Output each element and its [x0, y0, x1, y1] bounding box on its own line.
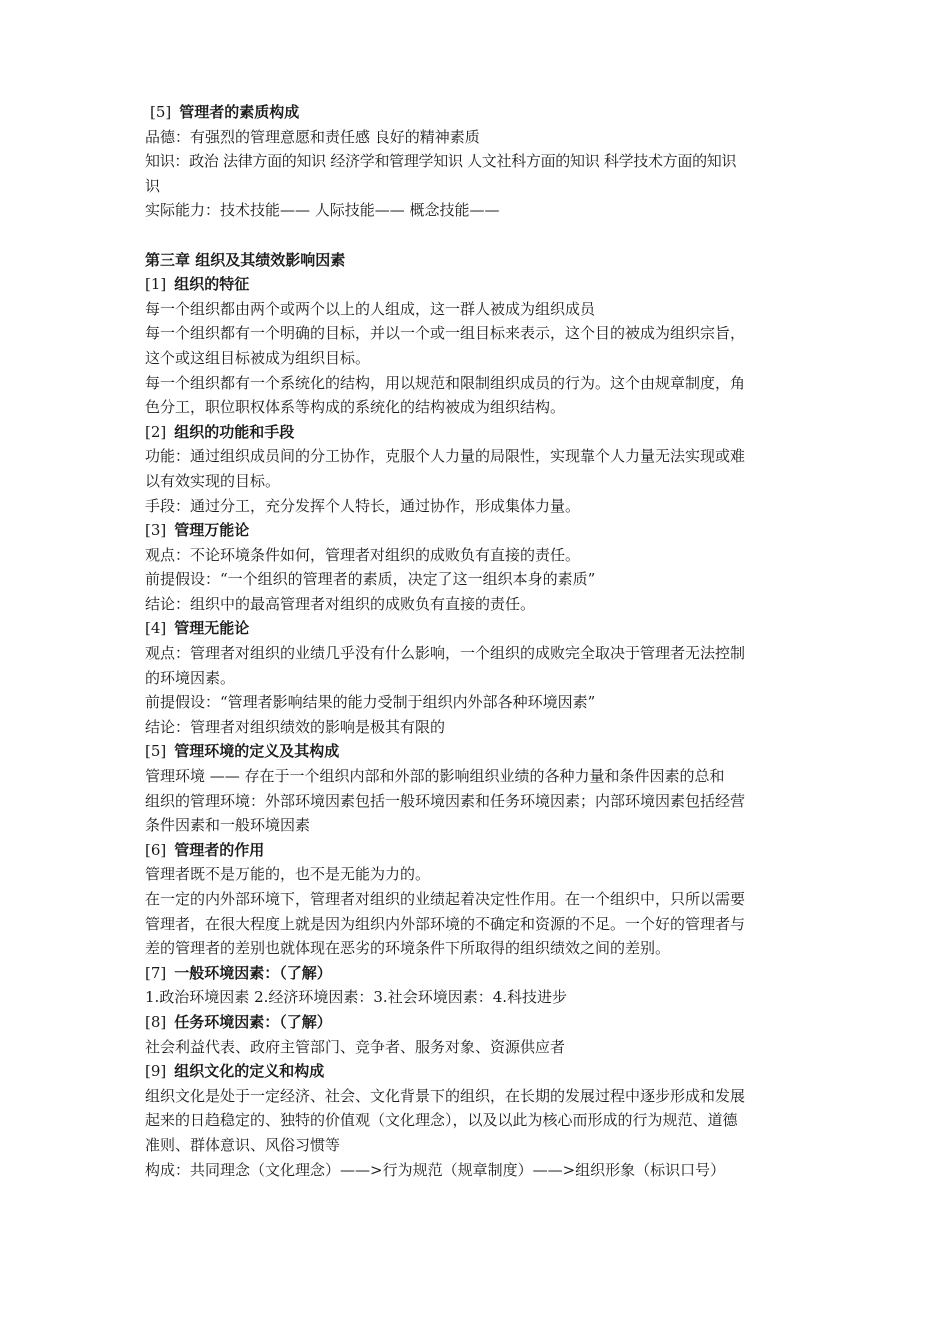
text-line: 的环境因素。: [145, 668, 236, 687]
section-heading: [145, 739, 815, 764]
section-heading: [145, 272, 815, 297]
section-heading: [145, 420, 815, 445]
text-line: 结论：组织中的最高管理者对组织的成败负有直接的责任。: [145, 594, 536, 613]
text-line: 品德：有强烈的管理意愿和责任感 良好的精神素质: [145, 127, 480, 146]
text-line: 以有效实现的目标。: [145, 471, 281, 490]
section-title: 管理者的作用: [174, 840, 265, 859]
text-line: 前提假设：“一个组织的管理者的素质，决定了这一组织本身的素质”: [145, 570, 596, 589]
section-title: 组织的功能和手段: [174, 422, 295, 441]
text-line: 差的管理者的差别也就体现在恶劣的环境条件下所取得的组织绩效之间的差别。: [145, 939, 671, 958]
text-line: 观点：不论环境条件如何，管理者对组织的成败负有直接的责任。: [145, 545, 581, 564]
section-number: [4]: [145, 619, 167, 638]
section-heading: [145, 616, 815, 641]
section-heading: [145, 1059, 815, 1084]
section-heading: [145, 838, 815, 863]
section-title: 管理者的素质构成: [179, 103, 300, 121]
text-line: 每一个组织都有一个明确的目标，并以一个或一组目标来表示，这个目的被成为组织宗旨，: [145, 324, 746, 343]
text-line: 色分工，职位职权体系等构成的系统化的结构被成为组织结构。: [145, 398, 566, 417]
text-line: 前提假设：“管理者影响结果的能力受制于组织内外部各种环境因素”: [145, 693, 596, 712]
text-line: 1.政治环境因素 2.经济环境因素：3.社会环境因素：4.科技进步: [145, 988, 568, 1007]
section-number: [1]: [145, 275, 167, 294]
text-line: 结论：管理者对组织绩效的影响是极其有限的: [145, 717, 446, 736]
text-line: 条件因素和一般环境因素: [145, 816, 311, 835]
section-heading: [145, 100, 815, 125]
text-line: 管理者，在很大程度上就是因为组织内外部环境的不确定和资源的不足。一个好的管理者与: [145, 914, 746, 933]
section-number: [7]: [145, 963, 167, 982]
text-line: 实际能力：技术技能—— 人际技能—— 概念技能——: [145, 201, 500, 220]
section-number: [5]: [150, 103, 172, 121]
text-line: 社会利益代表、政府主管部门、竞争者、服务对象、资源供应者: [145, 1037, 566, 1056]
section-number: [2]: [145, 422, 167, 441]
text-line: 这个或这组目标被成为组织目标。: [145, 348, 371, 367]
text-line: 每一个组织都有一个系统化的结构，用以规范和限制组织成员的行为。这个由规章制度，角: [145, 373, 746, 392]
section-title: 管理无能论: [174, 619, 250, 638]
section-title: 管理环境的定义及其构成: [174, 742, 340, 761]
section-number: [5]: [145, 742, 167, 761]
section-number: [9]: [145, 1062, 167, 1081]
chapter-sections: [145, 272, 815, 1182]
text-line: 组织文化是处于一定经济、社会、文化背景下的组织，在长期的发展过程中逐步形成和发展: [145, 1086, 746, 1105]
section-number: [8]: [145, 1012, 167, 1031]
text-line: 起来的日趋稳定的、独特的价值观（文化理念），以及以此为核心而形成的行为规范、道德: [145, 1111, 738, 1130]
text-line: 管理者既不是万能的，也不是无能为力的。: [145, 865, 431, 884]
document-body: [145, 100, 815, 1182]
text-line: 功能：通过组织成员间的分工协作，克服个人力量的局限性，实现靠个人力量无法实现或难: [145, 447, 746, 466]
section-heading: [145, 961, 815, 986]
section-number: [6]: [145, 840, 167, 859]
section-title: 管理万能论: [174, 521, 250, 540]
text-line: 手段：通过分工，充分发挥个人特长，通过协作，形成集体力量。: [145, 496, 581, 515]
text-line: 组织的管理环境：外部环境因素包括一般环境因素和任务环境因素；内部环境因素包括经营: [145, 791, 746, 810]
text-line: 每一个组织都由两个或两个以上的人组成，这一群人被成为组织成员: [145, 299, 596, 318]
section-title: 一般环境因素：（了解）: [174, 963, 332, 982]
text-line: 构成：共同理念（文化理念）——>行为规范（规章制度）——>组织形象（标识口号）: [145, 1160, 726, 1179]
text-line: 在一定的内外部环境下，管理者对组织的业绩起着决定性作用。在一个组织中，只所以需要: [145, 890, 746, 908]
text-line: 知识：政治 法律方面的知识 经济学和管理学知识 人文社科方面的知识 科学技术方面的知识: [145, 152, 737, 171]
section-title: 组织文化的定义和构成: [174, 1062, 325, 1081]
section-title: 组织的特征: [174, 275, 250, 294]
text-line: 观点：管理者对组织的业绩几乎没有什么影响，一个组织的成败完全取决于管理者无法控制: [145, 644, 746, 663]
text-line: 准则、群体意识、风俗习惯等: [145, 1135, 341, 1154]
section-heading: [145, 1010, 815, 1035]
text-line: 识: [145, 176, 161, 195]
section-title: 任务环境因素：（了解）: [174, 1012, 332, 1031]
section-heading: [145, 518, 815, 543]
section-number: [3]: [145, 521, 167, 540]
chapter-title: 第三章 组织及其绩效影响因素: [145, 250, 346, 269]
blank-line: [145, 223, 815, 248]
text-line: 管理环境 —— 存在于一个组织内部和外部的影响组织业绩的各种力量和条件因素的总和: [145, 767, 725, 786]
